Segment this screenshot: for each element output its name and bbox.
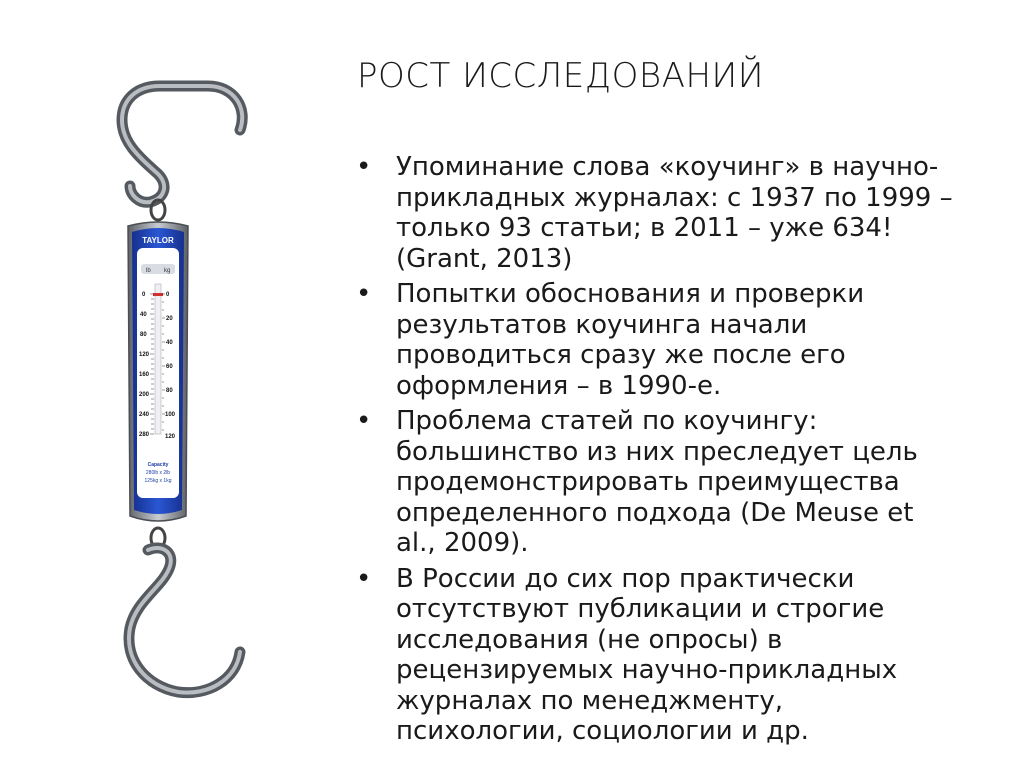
lb-tick-label: 0	[142, 292, 146, 298]
capacity-kg: 125kg x 1kg	[144, 478, 172, 484]
lb-tick-label: 280	[139, 432, 150, 438]
lb-tick-label: 40	[140, 312, 147, 318]
bullet-text: Попытки обоснования и проверки результатов коучинга начали проводиться сразу же после его оформления – в 1990-е.	[396, 279, 865, 401]
top-hook	[122, 86, 242, 202]
bullet-marker: •	[356, 406, 372, 436]
bullet-text: Упоминание слова «коучинг» в научно- прикладных журналах: с 1937 по 1999 – только 93 статьи; в 2011 – уже 634! (Grant, 2013)	[396, 152, 953, 274]
hanging-scale-drawing	[108, 80, 258, 705]
bullet-marker: •	[356, 279, 372, 309]
capacity-lb: 280lb x 2lb	[145, 470, 171, 476]
bullet-text: В России до сих пор практически отсутствуют публикации и строгие исследования (не опросы) в рецензируемых научно-прикладных журналах по менеджменту, психологии, социологии и др.	[396, 563, 898, 746]
capacity-label: Capacity	[147, 462, 169, 468]
unit-lb: lb	[146, 268, 151, 274]
kg-tick-label: 60	[166, 364, 173, 370]
kg-tick-label: 120	[165, 434, 176, 440]
hanging-scale-illustration	[108, 80, 258, 705]
bullet-text: Проблема статей по коучингу: большинство из них преследует цель продемонстрировать преимущества определенного подхода (De Meuse et al., 2009).	[396, 406, 918, 558]
lb-tick-label: 240	[139, 412, 150, 418]
brand-label: TAYLOR	[142, 236, 174, 245]
scale-body	[128, 222, 188, 521]
bullet-item	[356, 406, 1016, 559]
lb-tick-label: 200	[139, 392, 150, 398]
lb-tick-label: 80	[140, 332, 147, 338]
kg-tick-label: 20	[166, 316, 173, 322]
bottom-hook	[129, 548, 240, 693]
bullet-item	[356, 564, 1016, 747]
kg-tick-label: 80	[166, 388, 173, 394]
bullet-marker: •	[356, 563, 372, 594]
kg-tick-label: 100	[165, 412, 176, 418]
bullet-item	[356, 152, 1016, 274]
lb-tick-label: 120	[139, 352, 150, 358]
bullet-list	[356, 152, 1016, 752]
unit-kg: kg	[164, 268, 171, 274]
bullet-item	[356, 279, 1016, 401]
lb-tick-label: 160	[139, 372, 150, 378]
kg-tick-label: 40	[166, 340, 173, 346]
slide-title: РОСТ ИССЛЕДОВАНИЙ	[357, 56, 764, 96]
kg-tick-label: 0	[166, 292, 170, 298]
bullet-marker: •	[356, 152, 372, 182]
